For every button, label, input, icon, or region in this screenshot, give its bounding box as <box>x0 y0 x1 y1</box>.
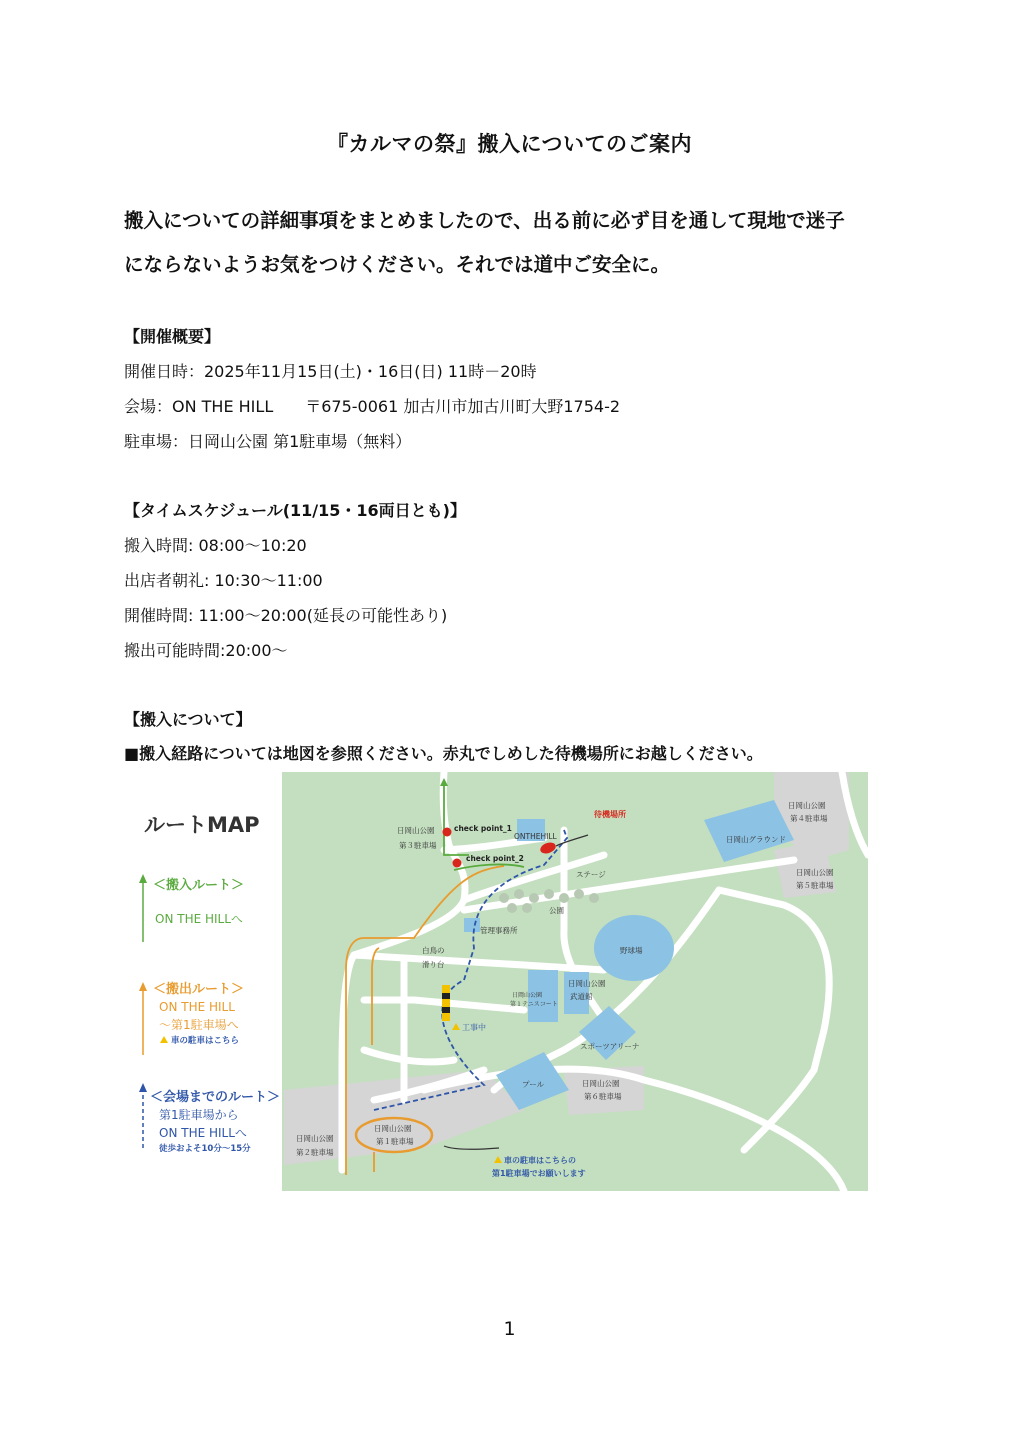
label-budo-line2: 武道館 <box>570 992 593 1001</box>
legend-out-label: ＜搬出ルート＞ <box>153 982 245 997</box>
legend-in-label: ＜搬入ルート＞ <box>153 878 245 893</box>
label-office: 管理事務所 <box>480 926 518 935</box>
page-title: 『カルマの祭』搬入についてのご案内 <box>326 132 693 156</box>
legend-walk-desc2: ON THE HILLへ <box>159 1126 247 1140</box>
legend-out-note: 車の駐車はこちら <box>171 1036 240 1046</box>
office-building <box>464 918 480 932</box>
legend-out-arrowhead <box>139 982 147 991</box>
label-budo-line1: 日岡山公園 <box>568 979 606 988</box>
label-tennis-line1: 日岡山公園 <box>512 992 543 999</box>
schedule-heading: 【タイムスケジュール(11/15・16両日とも)】 <box>124 501 466 520</box>
callout-line1: 車の駐車はこちらの <box>504 1156 576 1165</box>
label-p6-line2: 第６駐車場 <box>584 1092 622 1101</box>
schedule-item: 出店者朝礼: 10:30〜11:00 <box>124 571 323 590</box>
label-onthehill: ONTHEHILL <box>514 832 557 841</box>
label-p3-line1: 日岡山公園 <box>397 826 435 835</box>
checkpoint-2-marker <box>453 859 462 868</box>
label-stage: ステージ <box>576 870 606 879</box>
legend-in-arrowhead <box>139 874 147 883</box>
overview-parking: 駐車場：日岡山公園 第1駐車場（無料） <box>124 432 412 451</box>
page-number: 1 <box>503 1318 516 1340</box>
label-pool: プール <box>522 1080 545 1089</box>
label-park: 公園 <box>549 906 564 915</box>
legend-out-desc2: 〜第1駐車場へ <box>159 1018 239 1032</box>
label-p1-line2: 第１駐車場 <box>376 1137 414 1146</box>
label-p2-line1: 日岡山公園 <box>296 1134 334 1143</box>
label-p4-line1: 日岡山公園 <box>788 801 826 810</box>
schedule-item: 開催時間: 11:00〜20:00(延長の可能性あり) <box>124 606 448 625</box>
label-baseball: 野球場 <box>620 946 643 955</box>
map-title: ルートMAP <box>144 813 260 837</box>
loading-note: ■搬入経路については地図を参照ください。赤丸でしめした待機場所にお越しください。 <box>124 744 763 763</box>
legend-walk-label: ＜会場までのルート＞ <box>150 1090 281 1105</box>
label-p4-line2: 第４駐車場 <box>790 814 828 823</box>
schedule-item: 搬入時間: 08:00〜10:20 <box>124 536 307 555</box>
checkpoint-1-label: check point_1 <box>454 824 512 833</box>
intro-line-2: にならないようお気をつけください。それでは道中ご安全に。 <box>124 253 671 276</box>
label-p6-line1: 日岡山公園 <box>582 1079 620 1088</box>
legend-walk-note: 徒歩およそ10分〜15分 <box>159 1144 251 1154</box>
loading-heading: 【搬入について】 <box>124 710 252 729</box>
construction-label: 工事中 <box>462 1023 486 1032</box>
construction-bar <box>442 985 450 1021</box>
overview-venue: 会場：ON THE HILL 〒675-0061 加古川市加古川町大野1754-2 <box>124 397 621 416</box>
label-p2-line2: 第２駐車場 <box>296 1148 334 1157</box>
overview-heading: 【開催概要】 <box>124 327 221 346</box>
warning-icon <box>160 1036 168 1043</box>
route-map <box>124 770 869 1192</box>
label-p5-line1: 日岡山公園 <box>796 868 834 877</box>
legend-in-desc: ON THE HILLへ <box>155 912 243 926</box>
label-arena: スポーツアリーナ <box>580 1042 640 1051</box>
intro-line-1: 搬入についての詳細事項をまとめましたので、出る前に必ず目を通して現地で迷子 <box>124 209 845 232</box>
waiting-label: 待機場所 <box>594 810 626 819</box>
callout-line2: 第1駐車場でお願いします <box>492 1169 586 1178</box>
label-p5-line2: 第５駐車場 <box>796 881 834 890</box>
checkpoint-2-label: check point_2 <box>466 854 524 863</box>
label-slide-line2: 滑り台 <box>422 960 445 969</box>
legend-out-desc1: ON THE HILL <box>159 1000 235 1014</box>
label-p3-line2: 第３駐車場 <box>399 841 437 850</box>
label-tennis-line2: 第１テニスコート <box>510 1001 558 1008</box>
label-p1-line1: 日岡山公園 <box>374 1124 412 1133</box>
legend-walk-desc1: 第1駐車場から <box>159 1108 239 1122</box>
schedule-item: 搬出可能時間:20:00〜 <box>124 641 288 660</box>
label-slide-line1: 白鳥の <box>422 946 445 955</box>
label-ground: 日岡山グラウンド <box>726 835 786 844</box>
overview-date: 開催日時：2025年11月15日(土)・16日(日) 11時－20時 <box>124 362 537 381</box>
checkpoint-1-marker <box>443 828 452 837</box>
legend-walk-arrowhead <box>139 1083 147 1092</box>
